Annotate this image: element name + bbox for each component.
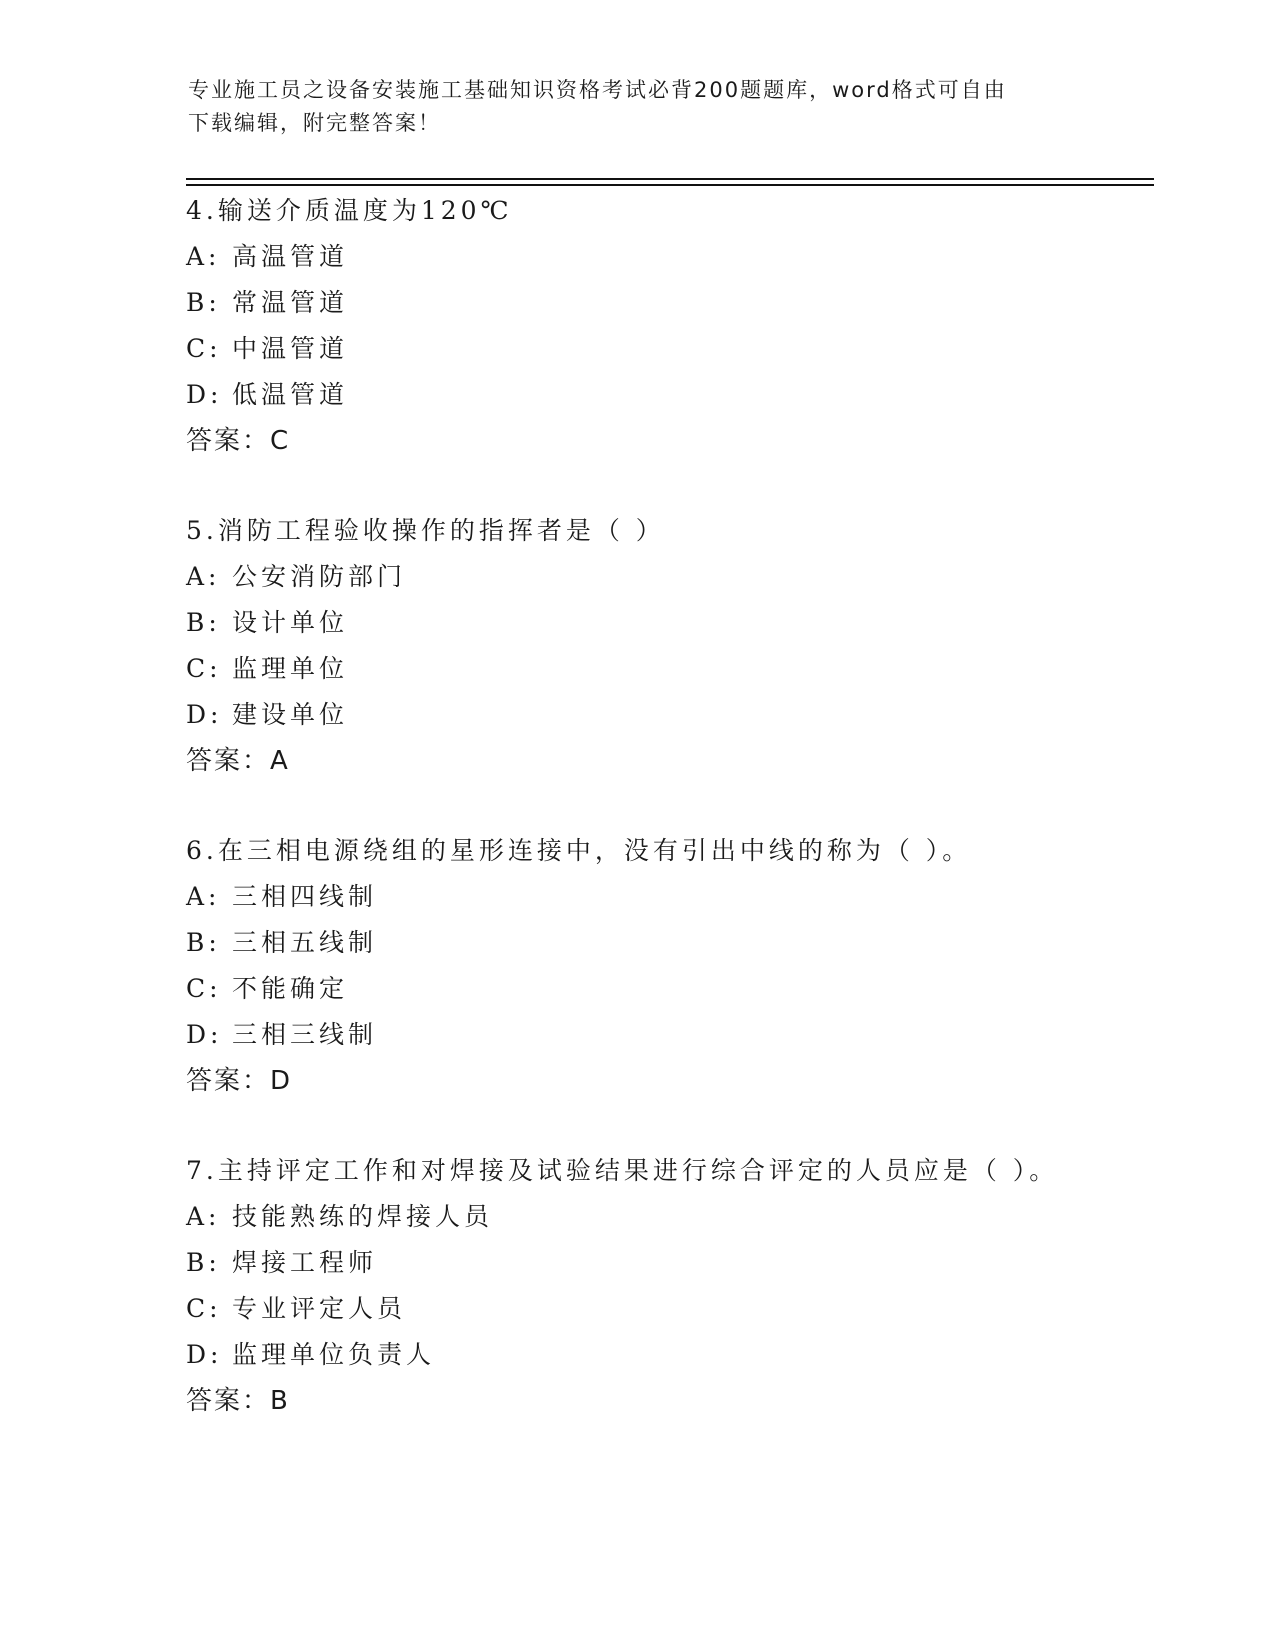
option-text: 高温管道 xyxy=(232,242,349,271)
question-6 xyxy=(186,828,1146,1104)
option-letter: D: xyxy=(186,1020,223,1049)
option-c xyxy=(186,1286,1146,1332)
option-b xyxy=(186,920,1146,966)
option-text: 三相四线制 xyxy=(232,882,378,911)
option-text: 中温管道 xyxy=(232,334,349,363)
option-a xyxy=(186,234,1146,280)
option-letter: B: xyxy=(186,1248,221,1277)
option-a xyxy=(186,554,1146,600)
option-letter: C: xyxy=(186,1294,222,1323)
option-letter: A: xyxy=(186,242,221,271)
option-text: 低温管道 xyxy=(232,380,349,409)
option-letter: C: xyxy=(186,334,222,363)
option-letter: A: xyxy=(186,562,221,591)
option-c xyxy=(186,966,1146,1012)
question-stem: 4.输送介质温度为120℃ xyxy=(186,196,513,225)
option-c xyxy=(186,646,1146,692)
option-text: 常温管道 xyxy=(232,288,349,317)
option-b xyxy=(186,280,1146,326)
option-letter: D: xyxy=(186,700,223,729)
option-d xyxy=(186,692,1146,738)
option-letter: D: xyxy=(186,380,223,409)
option-letter: C: xyxy=(186,974,222,1003)
option-text: 三相五线制 xyxy=(232,928,378,957)
option-letter: B: xyxy=(186,288,221,317)
option-a xyxy=(186,1194,1146,1240)
option-b xyxy=(186,1240,1146,1286)
option-text: 公安消防部门 xyxy=(232,562,407,591)
option-text: 焊接工程师 xyxy=(232,1248,378,1277)
option-text: 技能熟练的焊接人员 xyxy=(232,1202,494,1231)
option-letter: C: xyxy=(186,654,222,683)
option-a xyxy=(186,874,1146,920)
question-7 xyxy=(186,1148,1146,1424)
option-text: 专业评定人员 xyxy=(232,1294,407,1323)
option-letter: D: xyxy=(186,1340,223,1369)
answer-line: 答案：C xyxy=(186,426,291,456)
document-header xyxy=(188,74,1068,140)
option-text: 监理单位负责人 xyxy=(232,1340,436,1369)
option-text: 三相三线制 xyxy=(232,1020,378,1049)
option-letter: B: xyxy=(186,608,221,637)
option-d xyxy=(186,1012,1146,1058)
option-text: 设计单位 xyxy=(232,608,349,637)
option-letter: A: xyxy=(186,1202,221,1231)
question-4 xyxy=(186,188,1146,464)
option-d xyxy=(186,1332,1146,1378)
option-c xyxy=(186,326,1146,372)
header-line-1: 专业施工员之设备安装施工基础知识资格考试必背200题题库，word格式可自由 xyxy=(188,78,1007,102)
header-divider xyxy=(186,178,1154,186)
answer-line: 答案：A xyxy=(186,746,290,776)
option-letter: A: xyxy=(186,882,221,911)
option-letter: B: xyxy=(186,928,221,957)
option-b xyxy=(186,600,1146,646)
question-stem: 5.消防工程验收操作的指挥者是（ ） xyxy=(186,516,665,545)
answer-line: 答案：B xyxy=(186,1386,290,1416)
option-text: 建设单位 xyxy=(232,700,349,729)
question-stem: 7.主持评定工作和对焊接及试验结果进行综合评定的人员应是（ ）。 xyxy=(186,1156,1059,1185)
option-text: 监理单位 xyxy=(232,654,349,683)
option-text: 不能确定 xyxy=(232,974,349,1003)
question-stem: 6.在三相电源绕组的星形连接中，没有引出中线的称为（ ）。 xyxy=(186,836,972,865)
answer-line: 答案：D xyxy=(186,1066,293,1096)
question-5 xyxy=(186,508,1146,784)
question-list xyxy=(186,188,1146,1468)
header-line-2: 下载编辑，附完整答案！ xyxy=(188,111,441,135)
option-d xyxy=(186,372,1146,418)
